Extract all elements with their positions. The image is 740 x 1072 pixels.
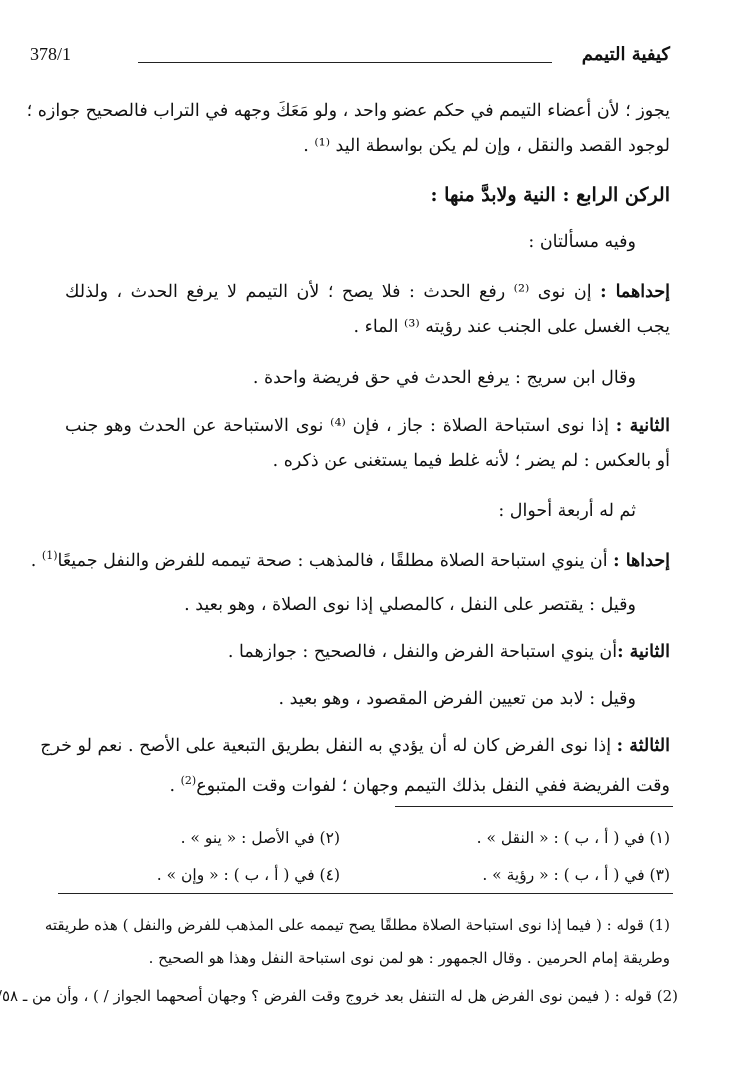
- case-label-1: إحداها :: [613, 550, 670, 571]
- commentary-rule: [58, 893, 673, 894]
- page-number: 378/1: [30, 44, 72, 64]
- footnote-ref-1: (1): [41, 549, 58, 562]
- text-line-15: وقت الفريضة ففي النفل بذلك التيمم وجهان ؛ لفوات وقت المتبوع$^{(2)}$ .: [169, 774, 670, 796]
- text-line-4: [65, 277, 670, 307]
- issue-text-2: إذا نوى استباحة الصلاة : جاز ، فإن ⁽⁴⁾ نوى الاستباحة عن الحدث وهو جنب: [65, 416, 616, 436]
- chapter-title: كيفية التيمم: [581, 44, 670, 65]
- variant-note-4: (٤) في ( أ ، ب ) : « وإن » .: [156, 866, 340, 884]
- text-line-6: وقال ابن سريج : يرفع الحدث في حق فريضة واحدة .: [252, 368, 636, 388]
- issue-label-1: إحداهما :: [600, 282, 670, 302]
- text-line-8: أو بالعكس : لم يضر ؛ لأنه غلط فيما يستغنى عن ذكره .: [272, 451, 670, 471]
- variant-note-2: (٢) في الأصل : « ينو » .: [180, 829, 340, 847]
- case-text-3-cont: وقت الفريضة ففي النفل بذلك التيمم وجهان ؛ لفوات وقت المتبوع: [196, 775, 670, 796]
- commentary-note-1b: وطريقة إمام الحرمين . وقال الجمهور : هو لمن نوى استباحة النفل وهذا هو الصحيح .: [148, 949, 670, 967]
- case-text-2: أن ينوي استباحة الفرض والنفل ، فالصحيح : جوازهما .: [227, 642, 618, 662]
- case-text-1: أن ينوي استباحة الصلاة مطلقًا ، فالمذهب : صحة تيممه للفرض والنفل جميعًا: [57, 550, 614, 571]
- case-label-3: الثالثة :: [616, 736, 670, 756]
- text-line-2: لوجود القصد والنقل ، وإن لم يكن بواسطة اليد ⁽¹⁾ .: [303, 136, 670, 156]
- variant-note-1: (١) في ( أ ، ب ) : « النقل » .: [476, 829, 670, 847]
- text-line-13: وقيل : لابد من تعيين الفرض المقصود ، وهو بعيد .: [278, 689, 636, 709]
- footnote-ref-2: (2): [180, 774, 197, 787]
- issue-text-1: إن نوى ⁽²⁾ رفع الحدث : فلا يصح ؛ لأن التيمم لا يرفع الحدث ، ولذلك: [65, 282, 601, 302]
- text-line-14: [40, 731, 670, 761]
- case-text-3: إذا نوى الفرض كان له أن يؤدي به النفل بطريق التبعية على الأصح . نعم لو خرج: [40, 736, 617, 756]
- text-line-12: [65, 637, 670, 667]
- section-heading: الركن الرابع : النية ولابدَّ منها :: [430, 184, 670, 206]
- text-line-3: وفيه مسألتان :: [528, 232, 636, 252]
- text-line-10: إحداها : أن ينوي استباحة الصلاة مطلقًا ، فالمذهب : صحة تيممه للفرض والنفل جميعًا$^{(1)}$ .: [30, 549, 670, 571]
- variant-notes-rule: [395, 806, 673, 807]
- text-line-5: يجب الغسل على الجنب عند رؤيته ⁽³⁾ الماء .: [353, 317, 670, 337]
- variant-note-3: (٣) في ( أ ، ب ) : « رؤية » .: [482, 866, 670, 884]
- issue-label-2: الثانية :: [615, 416, 670, 436]
- text-line-9: ثم له أربعة أحوال :: [498, 501, 636, 521]
- text-line-11: وقيل : يقتصر على النفل ، كالمصلي إذا نوى الصلاة ، وهو بعيد .: [184, 595, 636, 615]
- running-header: [28, 44, 670, 74]
- text-line-1: يجوز ؛ لأن أعضاء التيمم في حكم عضو واحد ، ولو مَعَكَ وجهه في التراب فالصحيح جوازه ؛: [26, 101, 670, 121]
- commentary-note-2: (2) قوله : ( فيمن نوى الفرض هل له التنفل بعد خروج وقت الفرض ؟ وجهان أصحهما الجواز / ) ، وأن من ـ ٥٨: [1, 987, 678, 1005]
- commentary-note-1a: (1) قوله : ( فيما إذا نوى استباحة الصلاة مطلقًا يصح تيممه على المذهب للفرض والنفل ) هذه طريقته: [44, 916, 670, 934]
- case-label-2: الثانية :: [617, 642, 670, 662]
- header-rule: [138, 62, 552, 63]
- text-line-7: [65, 411, 670, 441]
